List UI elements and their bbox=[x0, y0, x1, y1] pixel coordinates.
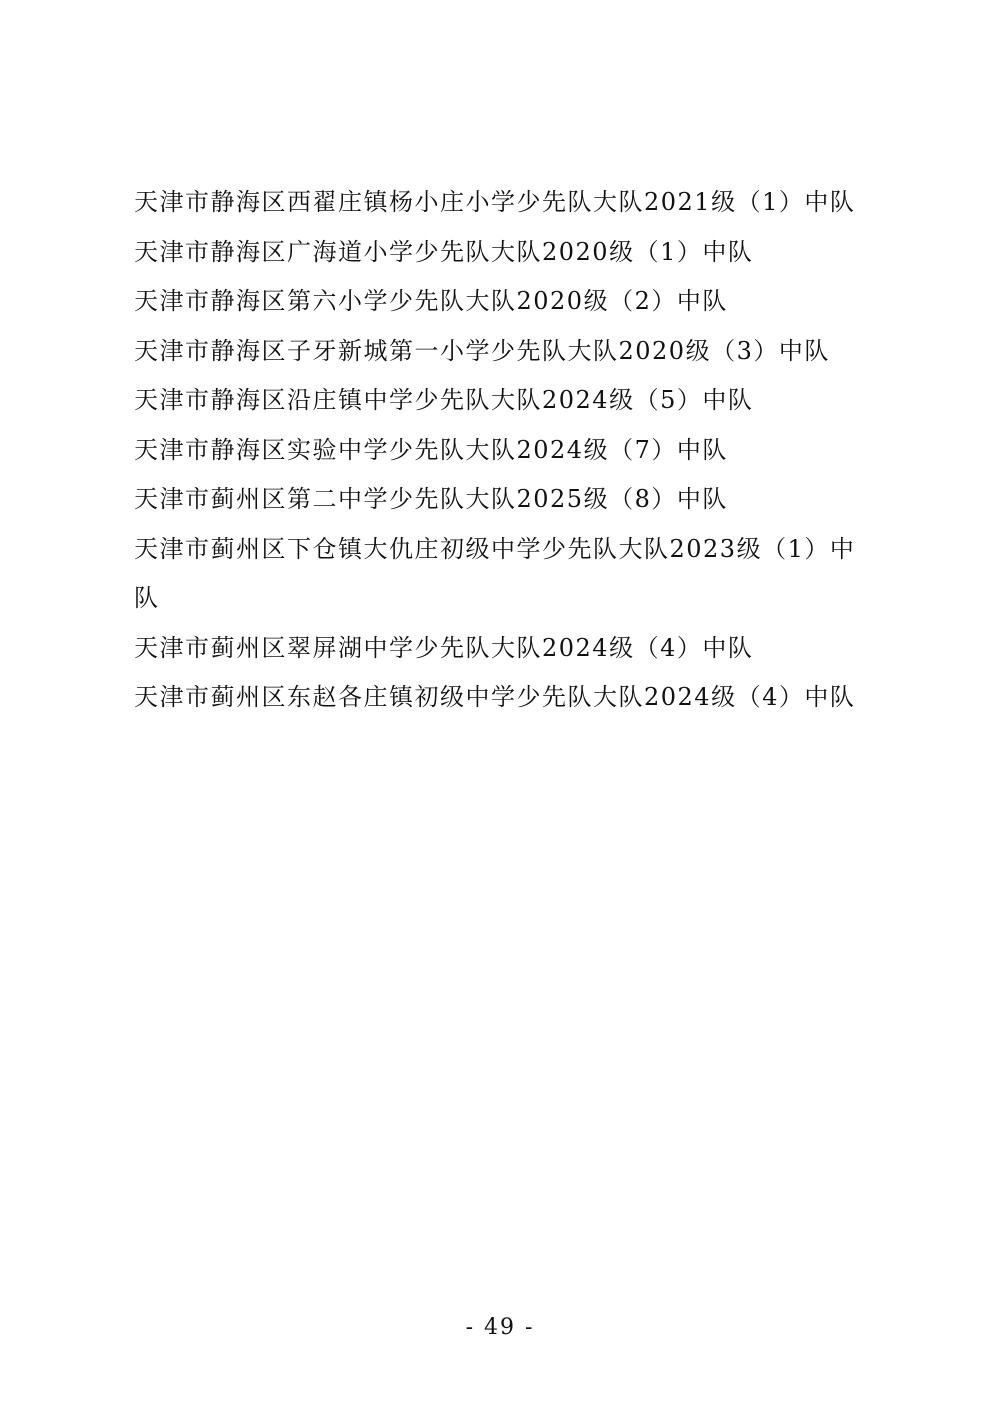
page-number: - 49 - bbox=[465, 1315, 535, 1340]
list-item: 天津市静海区沿庄镇中学少先队大队2024级（5）中队 bbox=[134, 386, 754, 414]
list-item: 天津市蓟州区翠屏湖中学少先队大队2024级（4）中队 bbox=[134, 633, 754, 662]
list-item: 天津市静海区第六小学少先队大队2020级（2）中队 bbox=[134, 287, 728, 315]
squadron-list bbox=[134, 178, 870, 723]
list-item: 天津市静海区实验中学少先队大队2024级（7）中队 bbox=[134, 435, 728, 464]
list-item: 天津市静海区西翟庄镇杨小庄小学少先队大队2021级（1）中队 bbox=[134, 188, 856, 216]
list-item: 天津市蓟州区下仓镇大仇庄初级中学少先队大队2023级（1）中队 bbox=[134, 534, 856, 612]
list-item: 天津市静海区广海道小学少先队大队2020级（1）中队 bbox=[134, 237, 754, 266]
list-item: 天津市静海区子牙新城第一小学少先队大队2020级（3）中队 bbox=[134, 336, 830, 365]
list-item: 天津市蓟州区东赵各庄镇初级中学少先队大队2024级（4）中队 bbox=[134, 683, 856, 711]
list-item: 天津市蓟州区第二中学少先队大队2025级（8）中队 bbox=[134, 485, 728, 513]
